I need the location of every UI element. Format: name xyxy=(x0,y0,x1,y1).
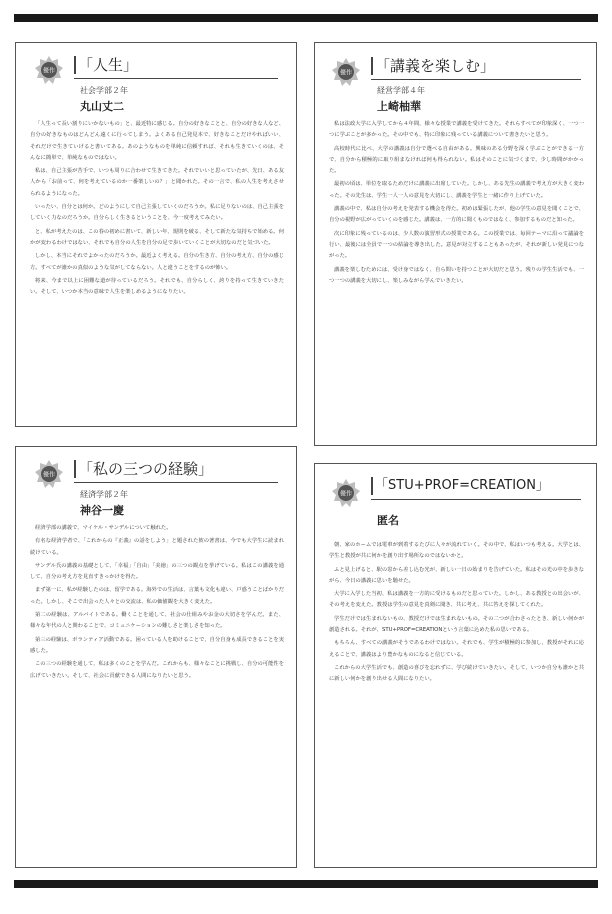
author-department: 経営学部４年 xyxy=(377,86,425,95)
paragraph: 講義の中で、私は自分の考えを発表する機会を得た。初めは緊張したが、他の学生の意見を聞くことで、自分の視野が広がっていくのを感じた。講義は、一方的に聞くものではなく、参加するものだと知った。 xyxy=(329,206,584,224)
award-badge-icon xyxy=(331,478,361,508)
paragraph: これからの大学生活でも、創造の喜びを忘れずに、学び続けていきたい。そして、いつか自分も誰かと共に新しい何かを創り出せる人間になりたい。 xyxy=(329,664,584,683)
essay-card-2 xyxy=(314,42,597,446)
paragraph: いったい、自分とは何か。どのようにして自己主張していくのだろうか。私に足りないのは、自己主張をしていく力なのだろうか。自分らしく生きるということを、今一度考えてみたい。 xyxy=(30,204,284,222)
svg-text:優作: 優作 xyxy=(42,471,56,479)
essay-body xyxy=(30,523,284,684)
paragraph: 私は法政大学に入学してから４年間、様々な授業で講義を受けてきた。それらすべてが印象深く、一つ一つに学ぶことが多かった。その中でも、特に印象に残っている講義について書きたいと思う。 xyxy=(329,121,584,139)
author-department: 社会学部２年 xyxy=(80,86,128,95)
paragraph: 学生だけでは生まれないもの、教授だけでは生まれないもの。その二つが合わさったとき、新しい何かが創造される。それが、STU+PROF=CREATIONという言葉に込めた私の思いである。 xyxy=(329,615,584,634)
essay-title: 「人生」 xyxy=(74,53,278,79)
top-rule xyxy=(14,14,598,22)
essay-title: 「私の三つの経験」 xyxy=(74,457,278,483)
paragraph: まず第一に、私が経験したのは、留学である。海外での生活は、言葉も文化も違い、戸惑うことばかりだった。しかし、そこで出会った人々との交流は、私の価値観を大きく変えた。 xyxy=(30,587,284,605)
award-badge-icon xyxy=(331,57,361,87)
essay-body xyxy=(30,119,284,300)
paragraph: この三つの経験を通して、私は多くのことを学んだ。これからも、様々なことに挑戦し、自分の可能性を広げていきたい。そして、社会に貢献できる人間になりたいと思う。 xyxy=(30,661,284,679)
author-name: 上崎柚華 xyxy=(377,100,421,113)
paragraph: 高校時代に比べ、大学の講義は自分で選べる自由がある。興味のある分野を深く学ぶことができる一方で、自分から積極的に取り組まなければ何も得られない。私はそのことに気づくまで、少し時間がかかった。 xyxy=(329,145,584,175)
paragraph: 経済学部の講義で、マイケル・サンデルについて触れた。 xyxy=(35,525,172,531)
essay-card-1 xyxy=(15,42,297,427)
award-badge-icon xyxy=(34,459,64,489)
essay-body xyxy=(329,119,584,289)
paragraph: 第三の経験は、ボランティア活動である。困っている人を助けることで、自分自身も成長できることを実感した。 xyxy=(30,636,284,654)
paragraph: しかし、本当にそれでよかったのだろうか。最近よく考える。自分の生き方、自分の考え方、自分の感じ方。すべてが誰かの真似のような気がしてならない。人と違うことをするのが怖い。 xyxy=(30,253,284,271)
essay-body xyxy=(329,540,584,688)
author-name: 匿名 xyxy=(377,514,399,527)
author-department: 経済学部２年 xyxy=(80,490,128,499)
bottom-rule xyxy=(14,880,598,888)
paragraph: 私は、自己主張が苦手で、いつも周りに合わせて生きてきた。それでいいと思っていたが、先日、ある友人から「お前って、何を考えているのか一番楽しいの？」と聞かれた。その一言で、私の人生を考えさせられるようになった。 xyxy=(30,168,284,197)
paragraph: と、私が考えたのは、この春の初めに書いて、新しい年、規則を破る、そして新たな気持ちで始める。何かが変わるわけではない、それでも自分の人生を自分の足で歩いていくことが大切なのだと気づいた。 xyxy=(30,228,284,246)
paragraph: 最初の頃は、単位を取るためだけに講義に出席していた。しかし、ある先生の講義で考え方が大きく変わった。その先生は、学生一人一人の意見を大切にし、講義を学生と一緒に作り上げていた。 xyxy=(329,181,584,199)
essay-card-3 xyxy=(15,446,297,868)
essay-title: 「STU+PROF=CREATION」 xyxy=(371,474,581,500)
author-name: 丸山丈二 xyxy=(80,100,124,113)
paragraph: 第二の経験は、アルバイトである。働くことを通して、社会の仕組みやお金の大切さを学んだ。また、様々な年代の人と関わることで、コミュニケーションの難しさと楽しさを知った。 xyxy=(30,612,284,630)
essay-title: 「講義を楽しむ」 xyxy=(371,54,581,80)
paragraph: サンデル氏の講義の基礎として、「幸福」「自由」「美徳」の三つの観点を挙げている。私はこの講義を通して、自分の考え方を見直すきっかけを得た。 xyxy=(30,562,284,581)
paragraph: 「人生って長い割りにいかないもの」と、最近特に感じる。自分の好きなことと、自分の好きな人など、自分の好きなものはどんどん遠くに行ってしまう。よくある自己発見本で、好きなことだけやればいい、それだけで生きていけると書いてある。あのようなものを単純に信頼すれば、それも生きていくのは、そんなに簡単で、単純なものではない。 xyxy=(30,121,284,161)
author-name: 神谷一慶 xyxy=(80,504,124,517)
paragraph: 朝、家のホームでは電車が到着するたびに人々が流れていく。その中で、私はいつも考える。大学とは、学生と教授が共に何かを創り出す場所なのではないかと。 xyxy=(329,542,584,560)
svg-text:優作: 優作 xyxy=(42,67,56,75)
paragraph: 有名な経済学者で、「これからの『正義』の話をしよう」と題された彼の著書は、今でも大学生に読まれ続けている。 xyxy=(30,538,284,556)
paragraph: もちろん、すべての講義がそうであるわけではない。それでも、学生が積極的に参加し、教授がそれに応えることで、講義はより豊かなものになると信じている。 xyxy=(329,640,584,658)
paragraph: 大学に入学した当初、私は講義を一方的に受けるものだと思っていた。しかし、ある教授との出会いが、その考えを変えた。教授は学生の意見を真剣に聞き、共に考え、共に答えを探してくれた。 xyxy=(329,591,584,609)
paragraph: ふと見上げると、駅の窓から差し込む光が、新しい一日の始まりを告げていた。私はその光の中を歩きながら、今日の講義に思いを馳せた。 xyxy=(329,566,584,584)
svg-text:優作: 優作 xyxy=(339,69,353,77)
award-badge-icon xyxy=(34,55,64,85)
paragraph: 将来、今まで以上に困難な道が待っているだろう。それでも、自分らしく、誇りを持って生きていきたい。そして、いつか本当の意味で人生を楽しめるようになりたい。 xyxy=(30,277,284,296)
paragraph: 次に印象に残っているのは、少人数の演習形式の授業である。この授業では、毎回テーマに沿って議論を行い、最後には全員で一つの結論を導き出した。意見が対立することもあったが、それが新しい発見につながった。 xyxy=(329,230,584,260)
essay-card-4 xyxy=(314,463,597,868)
svg-text:優作: 優作 xyxy=(339,490,353,498)
paragraph: 講義を楽しむためには、受け身ではなく、自ら問いを持つことが大切だと思う。残りの学生生活でも、一つ一つの講義を大切にし、楽しみながら学んでいきたい。 xyxy=(329,266,584,284)
